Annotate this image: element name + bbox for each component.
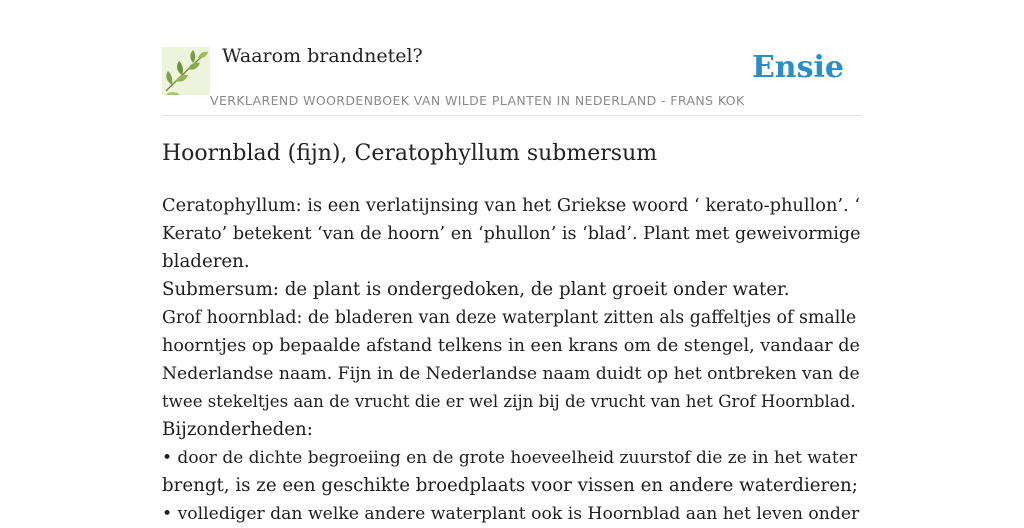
entry-line: Ceratophyllum: is een verlatijnsing van het Griekse woord ‘ kerato-phullon’. ‘ — [162, 195, 861, 216]
entry-line: brengt, is ze een geschikte broedplaats voor vissen en andere waterdieren; — [162, 475, 858, 496]
entry-line: Submersum: de plant is ondergedoken, de plant groeit onder water. — [162, 279, 790, 300]
entry-line: Kerato’ betekent ‘van de hoorn’ en ‘phullon’ is ‘blad’. Plant met geweivormige — [162, 224, 861, 244]
site-title[interactable]: Waarom brandnetel? — [222, 45, 423, 67]
leaf-illustration-icon[interactable] — [162, 47, 210, 95]
entry-line: hoorntjes op bepaalde afstand telkens in een krans om de stengel, vandaar de — [162, 336, 860, 356]
entry-line: • door de dichte begroeiing en de grote hoeveelheid zuurstof die ze in het water — [162, 448, 857, 468]
entry-line: Bijzonderheden: — [162, 419, 313, 440]
site-header — [162, 0, 862, 116]
entry-line: Grof hoornblad: de bladeren van deze waterplant zitten als gaffeltjes of smalle — [162, 308, 857, 328]
entry-title: Hoornblad (fijn), Ceratophyllum submersum — [162, 141, 658, 166]
entry-line: twee stekeltjes aan de vrucht die er wel zijn bij de vrucht van het Grof Hoornblad. — [162, 392, 856, 411]
entry-line: • vollediger dan welke andere waterplant ook is Hoornblad aan het leven onder — [162, 504, 860, 524]
entry-line: bladeren. — [162, 251, 250, 272]
ensie-logo-link[interactable]: Ensie — [751, 50, 844, 85]
dictionary-subtitle[interactable]: VERKLAREND WOORDENBOEK VAN WILDE PLANTEN IN NEDERLAND - FRANS KOK — [210, 93, 745, 108]
entry-body — [162, 192, 862, 528]
page — [162, 0, 862, 524]
entry-line: Nederlandse naam. Fijn in de Nederlandse naam duidt op het ontbreken van de — [162, 364, 860, 384]
